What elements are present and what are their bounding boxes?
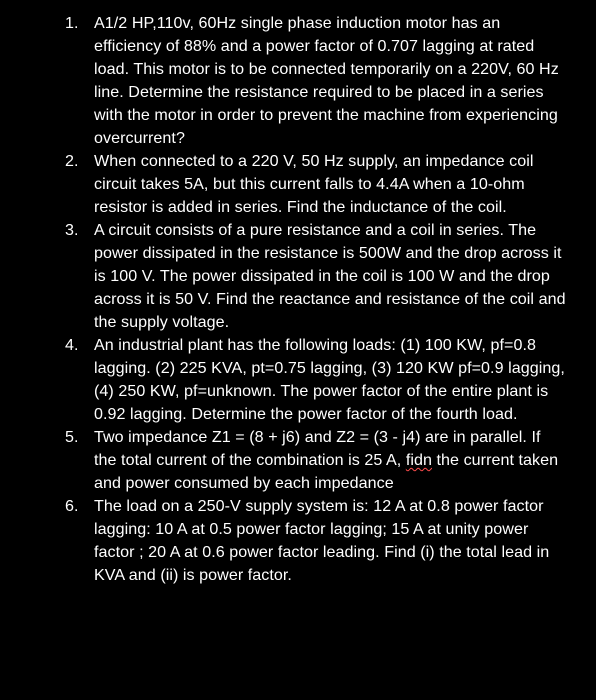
problem-text: A circuit consists of a pure resistance and a coil in series. The power dissipated in the resistance is 500W and the drop across it is 100 V. The power dissipated in the coil is 100 W and the drop across it is 50 V. Find the reactance and resistance of the coil and the supply voltage. [94, 221, 566, 331]
problem-text: When connected to a 220 V, 50 Hz supply, an impedance coil circuit takes 5A, but this current falls to 4.4A when a 10-ohm resistor is added in series. Find the inductance of the coil. [94, 152, 534, 216]
problem-text: A1/2 HP,110v, 60Hz single phase induction motor has an efficiency of 88% and a power factor of 0.707 lagging at rated load. This motor is to be connected temporarily on a 220V, 60 Hz line. Determine the resistance required to be placed in a series with the motor in order to prevent the machine from experiencing overcurrent? [94, 14, 559, 147]
problem-item-1 [0, 12, 596, 150]
problem-number: 5. [65, 428, 79, 446]
problem-number: 1. [65, 14, 79, 32]
problem-item-3 [0, 219, 596, 334]
problem-number: 4. [65, 336, 79, 354]
problem-text: An industrial plant has the following loads: (1) 100 KW, pf=0.8 lagging. (2) 225 KVA, pt=0.75 lagging, (3) 120 KW pf=0.9 lagging, (4) 250 KW, pf=unknown. The power factor of the entire plant is 0.92 lagging. Determine the power factor of the fourth load. [94, 336, 565, 423]
problem-text: The load on a 250-V supply system is: 12 A at 0.8 power factor lagging: 10 A at 0.5 power factor lagging; 15 A at unity power factor ; 20 A at 0.6 power factor leading. Find (i) the total lead in KVA and (ii) is power factor. [94, 497, 550, 584]
problem-item-5 [0, 426, 596, 495]
problem-number: 2. [65, 152, 79, 170]
problem-number: 6. [65, 497, 79, 515]
problem-item-6 [0, 495, 596, 587]
problem-list [0, 12, 596, 587]
problem-item-4 [0, 334, 596, 426]
problem-text-part: the current taken and power consumed by each impedance [94, 451, 559, 492]
problem-number: 3. [65, 221, 79, 239]
problem-item-2 [0, 150, 596, 219]
problem-text-part: Two impedance Z1 = (8 + j6) and Z2 = (3 - j4) are in parallel. If the total current of the combination is 25 A, [94, 428, 541, 469]
problem-set-document [0, 12, 596, 587]
misspelled-word: fidn [405, 451, 432, 469]
problem-text [94, 426, 566, 495]
